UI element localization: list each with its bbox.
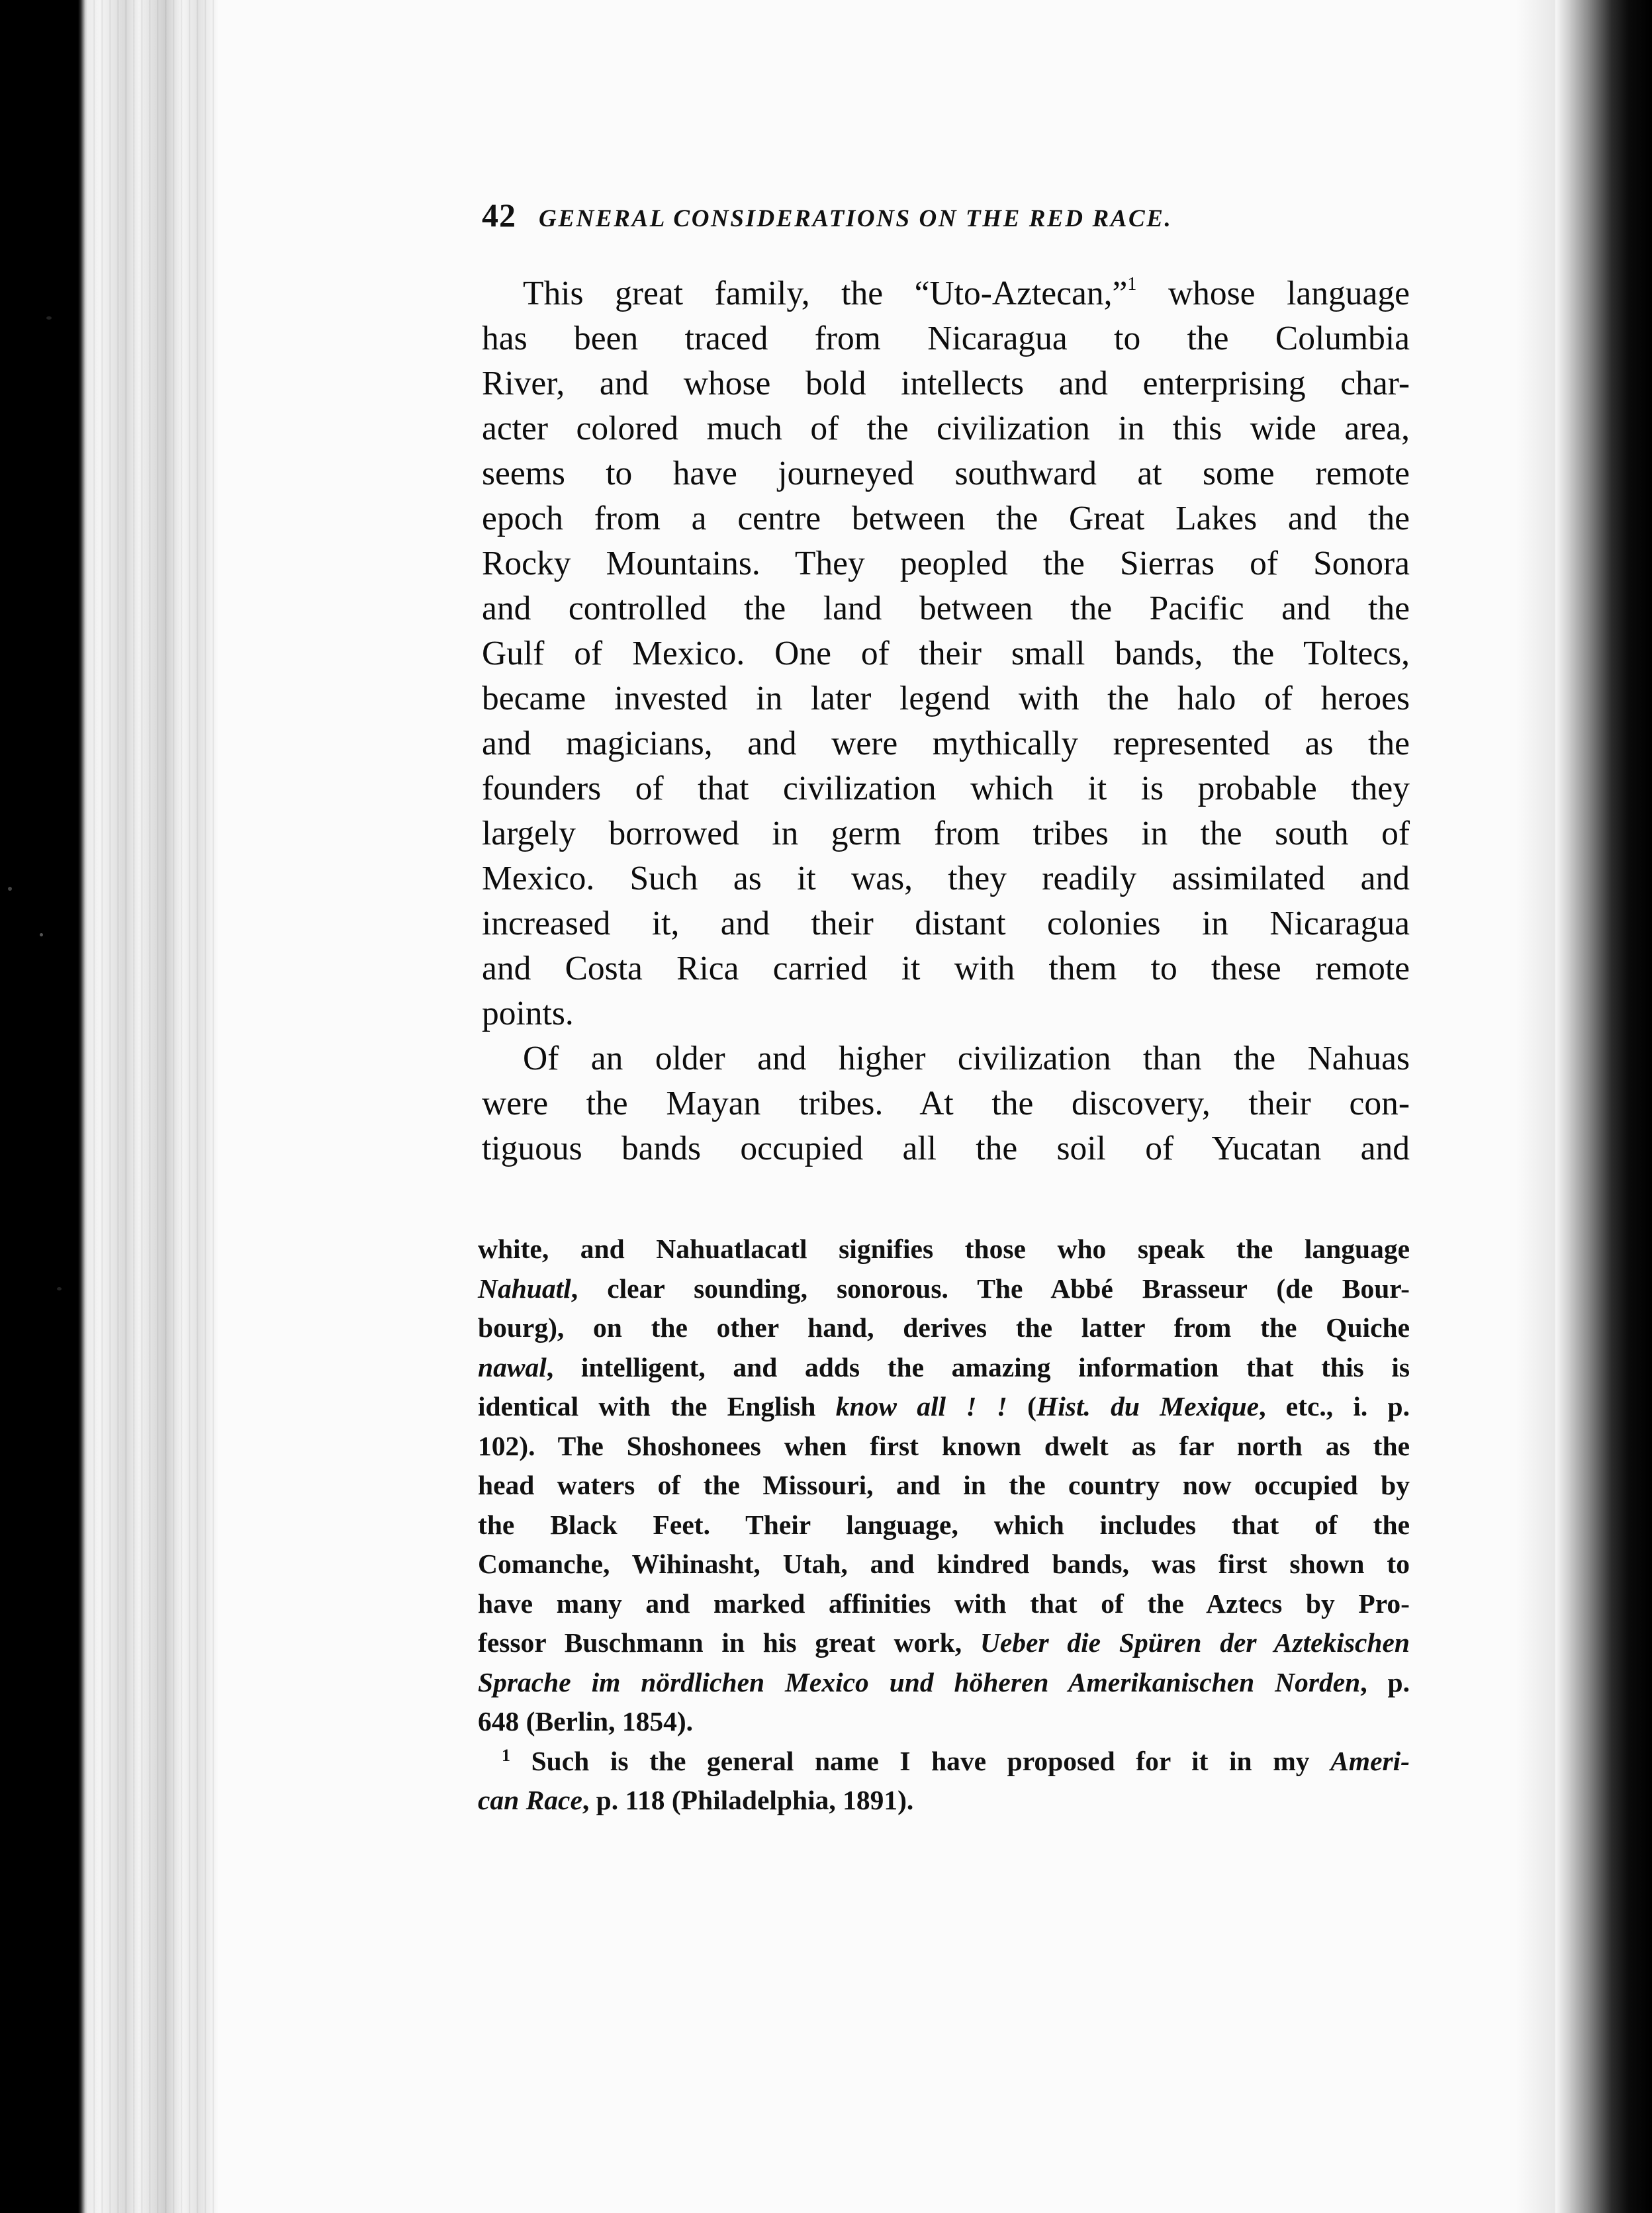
footnote-text: , etc., i. p. (1259, 1391, 1410, 1422)
body-line: and controlled the land between the Pacific and the (482, 590, 1410, 627)
footnote-line: white, and Nahuatlacatl signifies those who speak the language (478, 1234, 1410, 1264)
footnote-line (478, 1742, 1410, 1782)
body-line: became invested in later legend with the halo of heroes (482, 680, 1410, 717)
scan-speck (8, 887, 12, 891)
footnote-text: , intelligent, and adds the amazing information that this is (546, 1351, 1410, 1382)
body-line: points. (482, 995, 574, 1032)
body-line: tiguous bands occupied all the soil of Yucatan and (482, 1130, 1410, 1167)
scan-speck (57, 1287, 62, 1290)
footnote-line (478, 1781, 1410, 1821)
body-line: founders of that civilization which it is probable they (482, 770, 1410, 807)
footnote-text: , p. 118 (Philadelphia, 1891). (582, 1785, 914, 1815)
book-page-edges-left (0, 0, 218, 2213)
footnote-line: have many and marked affinities with that of the Aztecs by Pro- (478, 1588, 1410, 1619)
footnote-text: , p. (1360, 1666, 1410, 1697)
footnote-italic: nawal (478, 1351, 547, 1382)
body-line: and magicians, and were mythically represented as the (482, 725, 1410, 762)
body-line: largely borrowed in germ from tribes in the south of (482, 815, 1410, 852)
footnote-italic: can Race (478, 1785, 582, 1815)
gutter-shadow (1516, 0, 1555, 2213)
body-line: were the Mayan tribes. At the discovery, their con- (482, 1085, 1410, 1122)
footnote-number: 1 (502, 1745, 510, 1765)
footnote-text: ( (1027, 1391, 1036, 1422)
body-line: acter colored much of the civilization in this wide area, (482, 410, 1410, 447)
footnote-italic: Sprache im nördlichen Mexico und höheren Amerikanischen Norden (478, 1666, 1361, 1697)
body-line: epoch from a centre between the Great Lakes and the (482, 500, 1410, 537)
footnote-line (478, 1348, 1410, 1388)
footnote-line (478, 1269, 1410, 1309)
body-line: Of an older and higher civilization than the Nahuas (523, 1040, 1410, 1077)
page-number: 42 (482, 197, 516, 234)
body-line-text: whose language (1168, 275, 1410, 312)
body-line (482, 271, 1410, 316)
footnote-line: 102). The Shoshonees when first known dwelt as far north as the (478, 1430, 1410, 1461)
body-text (482, 271, 1410, 1171)
footnote-line: 648 (Berlin, 1854). (478, 1706, 694, 1737)
footnote-text: identical with the English (478, 1391, 816, 1422)
footnote-line: Comanche, Wihinasht, Utah, and kindred bands, was first shown to (478, 1549, 1410, 1579)
footnote-italic: Nahuatl (478, 1273, 571, 1304)
scan-speck (40, 933, 43, 936)
footnote-reference: 1 (1127, 274, 1137, 294)
body-line: increased it, and their distant colonies in Nicaragua (482, 905, 1410, 942)
body-line: Mexico. Such as it was, they readily assimilated and (482, 860, 1410, 897)
running-head (482, 196, 1342, 236)
scan-speck (46, 316, 52, 320)
footnotes (478, 1230, 1410, 1821)
footnote-text: , clear sounding, sonorous. The Abbé Brasseur (de Bour- (571, 1273, 1410, 1304)
running-title: GENERAL CONSIDERATIONS ON THE RED RACE. (539, 205, 1173, 232)
body-line: has been traced from Nicaragua to the Columbia (482, 320, 1410, 357)
body-line: and Costa Rica carried it with them to these remote (482, 950, 1410, 987)
footnote-line (478, 1387, 1410, 1427)
footnote-italic: Hist. du Mexique (1036, 1391, 1260, 1422)
footnote-text: Such is the general name I have proposed for it in my (531, 1745, 1310, 1776)
footnote-line: bourg), on the other hand, derives the latter from the Quiche (478, 1312, 1410, 1343)
body-line: Gulf of Mexico. One of their small bands, the Toltecs, (482, 635, 1410, 672)
body-line: seems to have journeyed southward at some remote (482, 455, 1410, 492)
footnote-line: the Black Feet. Their language, which includes that of the (478, 1509, 1410, 1540)
footnote-italic: Ameri- (1330, 1745, 1410, 1776)
body-line-text: This great family, the “Uto-Aztecan,” (523, 275, 1128, 312)
body-line: Rocky Mountains. They peopled the Sierras of Sonora (482, 545, 1410, 582)
footnote-line (478, 1623, 1410, 1663)
footnote-text: fessor Buschmann in his great work, (478, 1627, 962, 1658)
footnote-italic: Ueber die Spüren der Aztekischen (980, 1627, 1410, 1658)
book-spine-shadow-right (1555, 0, 1652, 2213)
footnote-line (478, 1663, 1410, 1703)
body-line: River, and whose bold intellects and enterprising char- (482, 365, 1410, 402)
footnote-line: head waters of the Missouri, and in the country now occupied by (478, 1470, 1410, 1500)
footnote-italic: know all ! ! (835, 1391, 1007, 1422)
